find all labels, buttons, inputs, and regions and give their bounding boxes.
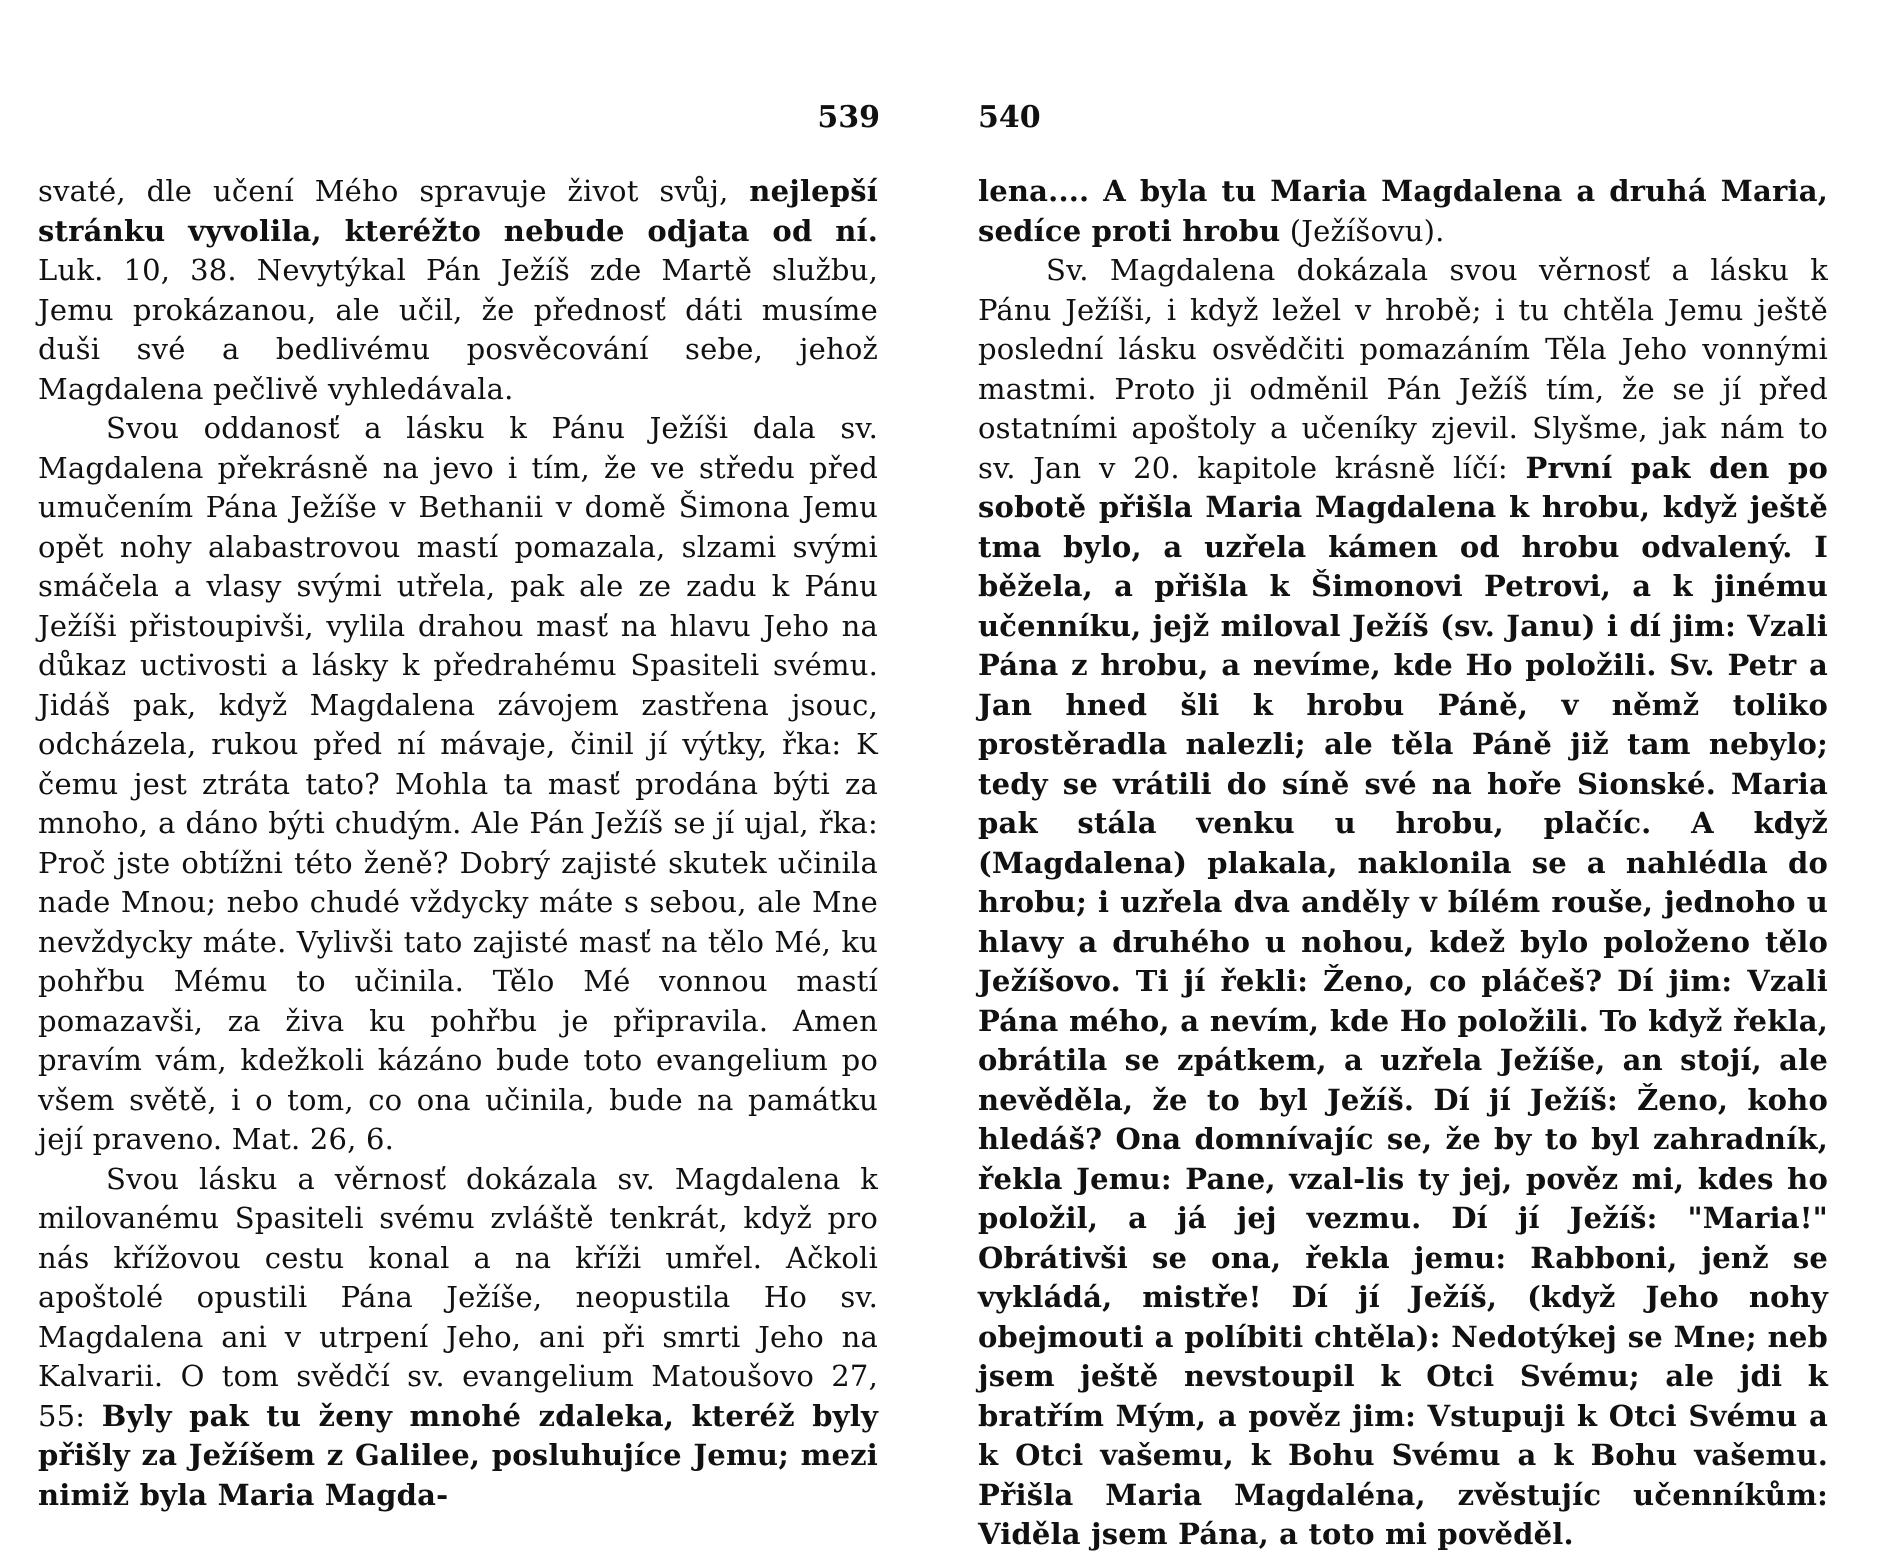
- left-page: [0, 0, 880, 1512]
- bold-quote: nejlepší stránku vyvolila, kteréžto nebude odjata od ní.: [38, 174, 878, 248]
- text-run: (Ježíšovu).: [1280, 213, 1445, 248]
- right-page: [960, 0, 1840, 1551]
- paragraph: [38, 1160, 878, 1516]
- right-page-text: [978, 172, 1828, 1555]
- page-number: 540: [978, 100, 1041, 135]
- bold-quote: lena.... A byla tu Maria Magdalena a druhá Maria, sedíce proti hrobu: [978, 174, 1828, 248]
- left-page-text: [38, 172, 878, 1515]
- text-run: Sv. Magdalena dokázala svou věrnosť a lásku k Pánu Ježíši, i když ležel v hrobě; i tu chtěla Jemu ještě poslední lásku osvědčiti pomazáním Těla Jeho vonnými mastmi. Proto ji odměnil Pán Ježíš tím, že se jí před ostatními apoštoly a učeníky zjevil. Slyšme, jak nám to sv. Jan v 20. kapitole krásně líčí:: [978, 253, 1828, 485]
- text-run: svaté, dle učení Mého spravuje život svůj,: [38, 174, 750, 208]
- text-run: Svou lásku a věrnosť dokázala sv. Magdalena k milovanému Spasiteli svému zvláště tenkrát, když pro nás křížovou cestu konal a na kříži umřel. Ačkoli apoštolé opustili Pána Ježíše, neopustila Ho sv. Magdalena ani v utrpení Jeho, ani při smrti Jeho na Kalvarii. O tom svědčí sv. evangelium Matoušovo 27, 55:: [38, 1161, 878, 1433]
- text-run: Luk. 10, 38. Nevytýkal Pán Ježíš zde Martě službu, Jemu prokázanou, ale učil, že přednosť dáti musíme duši své a bedlivému posvěcování sebe, jehož Magdalena pečlivě vyhledávala.: [38, 253, 878, 406]
- page-number: 539: [817, 100, 880, 135]
- paragraph: [978, 172, 1828, 251]
- paragraph: [38, 172, 878, 409]
- bold-quote: Byly pak tu ženy mnohé zdaleka, kteréž byly přišly za Ježíšem z Galilee, posluhujíce Jemu; mezi nimiž byla Maria Magda-: [38, 1398, 878, 1512]
- bold-quote: První pak den po sobotě přišla Maria Magdalena k hrobu, když ještě tma bylo, a uzřela kámen od hrobu odvalený. I běžela, a přišla k Šimonovi Petrovi, a k jinému učenníku, jejž miloval Ježíš (sv. Janu) i dí jim: Vzali Pána z hrobu, a nevíme, kde Ho položili. Sv. Petr a Jan hned šli k hrobu Páně, v němž toliko prostěradla nalezli; ale těla Páně již tam nebylo; tedy se vrátili do síně své na hoře Sionské. Maria pak stála venku u hrobu, plačíc. A když (Magdalena) plakala, naklonila se a nahlédla do hrobu; i uzřela dva anděly v bílém rouše, jednoho u hlavy a druhého u nohou, kdež bylo položeno tělo Ježíšovo. Ti jí řekli: Ženo, co pláčeš? Dí jim: Vzali Pána mého, a nevím, kde Ho položili. To když řekla, obrátila se zpátkem, a uzřela Ježíše, an stojí, ale nevěděla, že to byl Ježíš. Dí jí Ježíš: Ženo, koho hledáš? Ona domnívajíc se, že by to byl zahradník, řekla Jemu: Pane, vzal-lis ty jej, pověz mi, kdes ho položil, a já jej vezmu. Dí jí Ježíš: "Maria!" Obrátivši se ona, řekla jemu: Rabboni, jenž se vykládá, mistře! Dí jí Ježíš, (když Jeho nohy obejmouti a políbiti chtěla): Nedotýkej se Mne; neb jsem ještě nevstoupil k Otci Svému; ale jdi k bratřím Mým, a pověz jim: Vstupuji k Otci Svému a k Otci vašemu, k Bohu Svému a k Bohu vašemu. Přišla Maria Magdaléna, zvěstujíc učenníkům: Viděla jsem Pána, a toto mi pověděl.: [978, 450, 1828, 1551]
- paragraph: [978, 251, 1828, 1555]
- paragraph: Svou oddanosť a lásku k Pánu Ježíši dala sv. Magdalena překrásně na jevo i tím, že ve středu před umučením Pána Ježíše v Bethanii v domě Šimona Jemu opět nohy alabastrovou mastí pomazala, slzami svými smáčela a vlasy svými utřela, pak ale ze zadu k Pánu Ježíši přistoupivši, vylila drahou masť na hlavu Jeho na důkaz uctivosti a lásky k předrahému Spasiteli svému. Jidáš pak, když Magdalena závojem zastřena jsouc, odcházela, rukou před ní mávaje, činil jí výtky, řka: K čemu jest ztráta tato? Mohla ta masť prodána býti za mnoho, a dáno býti chudým. Ale Pán Ježíš se jí ujal, řka: Proč jste obtížni této ženě? Dobrý zajisté skutek učinila nade Mnou; nebo chudé vždycky máte s sebou, ale Mne nevždycky máte. Vylivši tato zajisté masť na tělo Mé, ku pohřbu Mému to učinila. Tělo Mé vonnou mastí pomazavši, za živa ku pohřbu je připravila. Amen pravím vám, kdežkoli kázáno bude toto evangelium po všem světě, i o tom, co ona učinila, bude na památku její praveno. Mat. 26, 6.: [38, 411, 878, 1156]
